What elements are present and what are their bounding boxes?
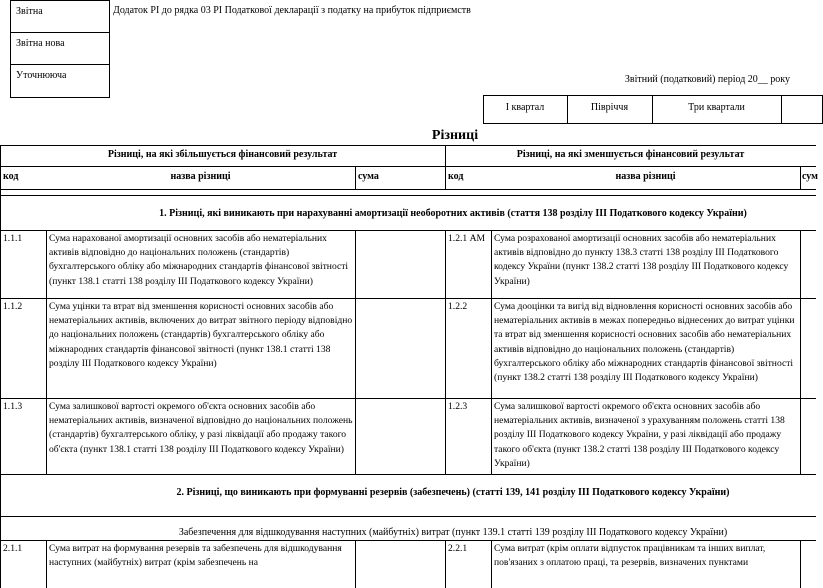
table-hline — [0, 166, 816, 167]
part2-title: 2. Різниці, що виникають при формуванні резервів (забезпечень) (статті 139, 141 розділу ІІІ Податкового кодексу України) — [176, 487, 730, 498]
report-type-zvitna-nova: Звітна нова — [16, 38, 65, 49]
table-vline — [800, 166, 801, 189]
report-type-divider — [10, 64, 110, 65]
row-code: 1.2.2 — [448, 301, 468, 312]
period-nine-months: Три квартали — [688, 102, 745, 113]
table-vline — [355, 230, 356, 474]
group-increase: Різниці, на які збільшується фінансовий результат — [107, 149, 338, 160]
period-label: Звітний (податковий) період 20__ року — [624, 74, 790, 85]
row-code: 1.2.3 — [448, 401, 468, 412]
row-code: 2.2.1 — [448, 543, 468, 554]
table-vline — [491, 230, 492, 474]
row-code: 1.1.1 — [3, 233, 23, 244]
table-vline — [445, 540, 446, 588]
table-vline — [46, 230, 47, 474]
report-type-utochniuiucha: Уточнююча — [16, 70, 67, 81]
table-hline — [0, 195, 816, 196]
column-code: код — [3, 171, 19, 182]
table-vline — [800, 230, 801, 474]
table-vline — [445, 230, 446, 474]
table-hline — [0, 516, 816, 517]
report-type-zvitna: Звітна — [16, 6, 43, 17]
table-hline — [0, 398, 816, 399]
table-hline — [0, 145, 816, 146]
column-code-2: код — [448, 171, 464, 182]
column-name-2: назва різниці — [615, 171, 676, 182]
table-vline — [46, 540, 47, 588]
table-hline — [0, 230, 816, 231]
table-hline — [0, 298, 816, 299]
table-hline — [0, 189, 816, 190]
period-q1: І квартал — [505, 102, 545, 113]
row-code: 1.1.3 — [3, 401, 23, 412]
table-vline — [491, 540, 492, 588]
group-decrease: Різниці, на які зменшується фінансовий результат — [516, 149, 745, 160]
column-sum-2: сум — [802, 171, 818, 182]
column-name: назва різниці — [170, 171, 231, 182]
row-name: Сума витрат на формування резервів та забезпечень для відшкодування наступних (майбутніх) витрат (крім забезпечень на — [49, 543, 342, 569]
table-vline — [355, 540, 356, 588]
row-code: 2.1.1 — [3, 543, 23, 554]
row-name: Сума дооцінки та вигід від відновлення корисності основних засобів або нематеріальних активів в межах попередньо віднесених до витрат уцінки та втрат від зменшення корисності основних засобів або нематеріальних активів відповідно до національних положень (стандартів) бухгалтерського обліку або міжнародних стандартів фінансової звітності (пункт 138.2 статті 138 розділу ІІІ Податкового кодексу України) — [494, 301, 795, 384]
row-name: Сума розрахованої амортизації основних засобів або нематеріальних активів відповідно до пункту 138.3 статті 138 розділу ІІІ Податкового кодексу України (пункт 138.2 статті 138 розділу ІІІ Податкового кодексу України) — [494, 233, 789, 287]
row-name: Сума залишкової вартості окремого об'єкта основних засобів або нематеріальних активів, визначеної відповідно до національних положень (стандартів) бухгалтерського обліку, у разі ліквідації або продажу такого об'єкта (пункт 138.1 статті 138 розділу ІІІ Податкового кодексу України) — [49, 401, 353, 455]
table-vline — [355, 166, 356, 189]
period-half-year: Півріччя — [590, 102, 629, 113]
table-hline — [0, 474, 816, 475]
document-title: Додаток РІ до рядка 03 РІ Податкової декларації з податку на прибуток підприємств — [113, 5, 471, 16]
section-title: Різниці — [431, 128, 479, 143]
row-name: Сума нарахованої амортизації основних засобів або нематеріальних активів відповідно до національних положень (стандартів) бухгалтерського обліку або міжнародних стандартів фінансової звітності (пункт 138.1 статті 138 розділу ІІІ Податкового кодексу України) — [49, 233, 349, 287]
part2-subtitle: Забезпечення для відшкодування наступних (майбутніх) витрат (пункт 139.1 статті 139 розділу ІІІ Податкового кодексу України) — [178, 527, 728, 538]
column-sum: сума — [358, 171, 379, 182]
table-vline — [800, 540, 801, 588]
period-divider — [781, 95, 782, 124]
row-name: Сума витрат (крім оплати відпусток працівникам та інших виплат, пов'язаних з оплатою праці, та резервів, визначених пунктами — [494, 543, 766, 569]
row-code: 1.2.1 АМ — [448, 233, 486, 244]
row-code: 1.1.2 — [3, 301, 23, 312]
row-name: Сума уцінки та втрат від зменшення корисності основних засобів або нематеріальних активів, включених до витрат звітного періоду відповідно до національних положень (стандартів) бухгалтерського обліку або міжнародних стандартів фінансової звітності (пункт 138.1 статті 138 розділу ІІІ Податкового кодексу України) — [49, 301, 353, 369]
row-name: Сума залишкової вартості окремого об'єкта основних засобів або нематеріальних активів, визначеної з урахуванням положень статті 138 розділу ІІІ Податкового кодексу України, у разі ліквідації або продажу такого об'єкта (пункт 138.2 статті 138 розділу ІІІ Податкового кодексу України) — [494, 401, 785, 469]
part1-title: 1. Різниці, які виникають при нарахуванні амортизації необоротних активів (стаття 138 розділу ІІІ Податкового кодексу України) — [159, 208, 747, 219]
report-type-divider — [10, 32, 110, 33]
table-hline — [0, 540, 816, 541]
